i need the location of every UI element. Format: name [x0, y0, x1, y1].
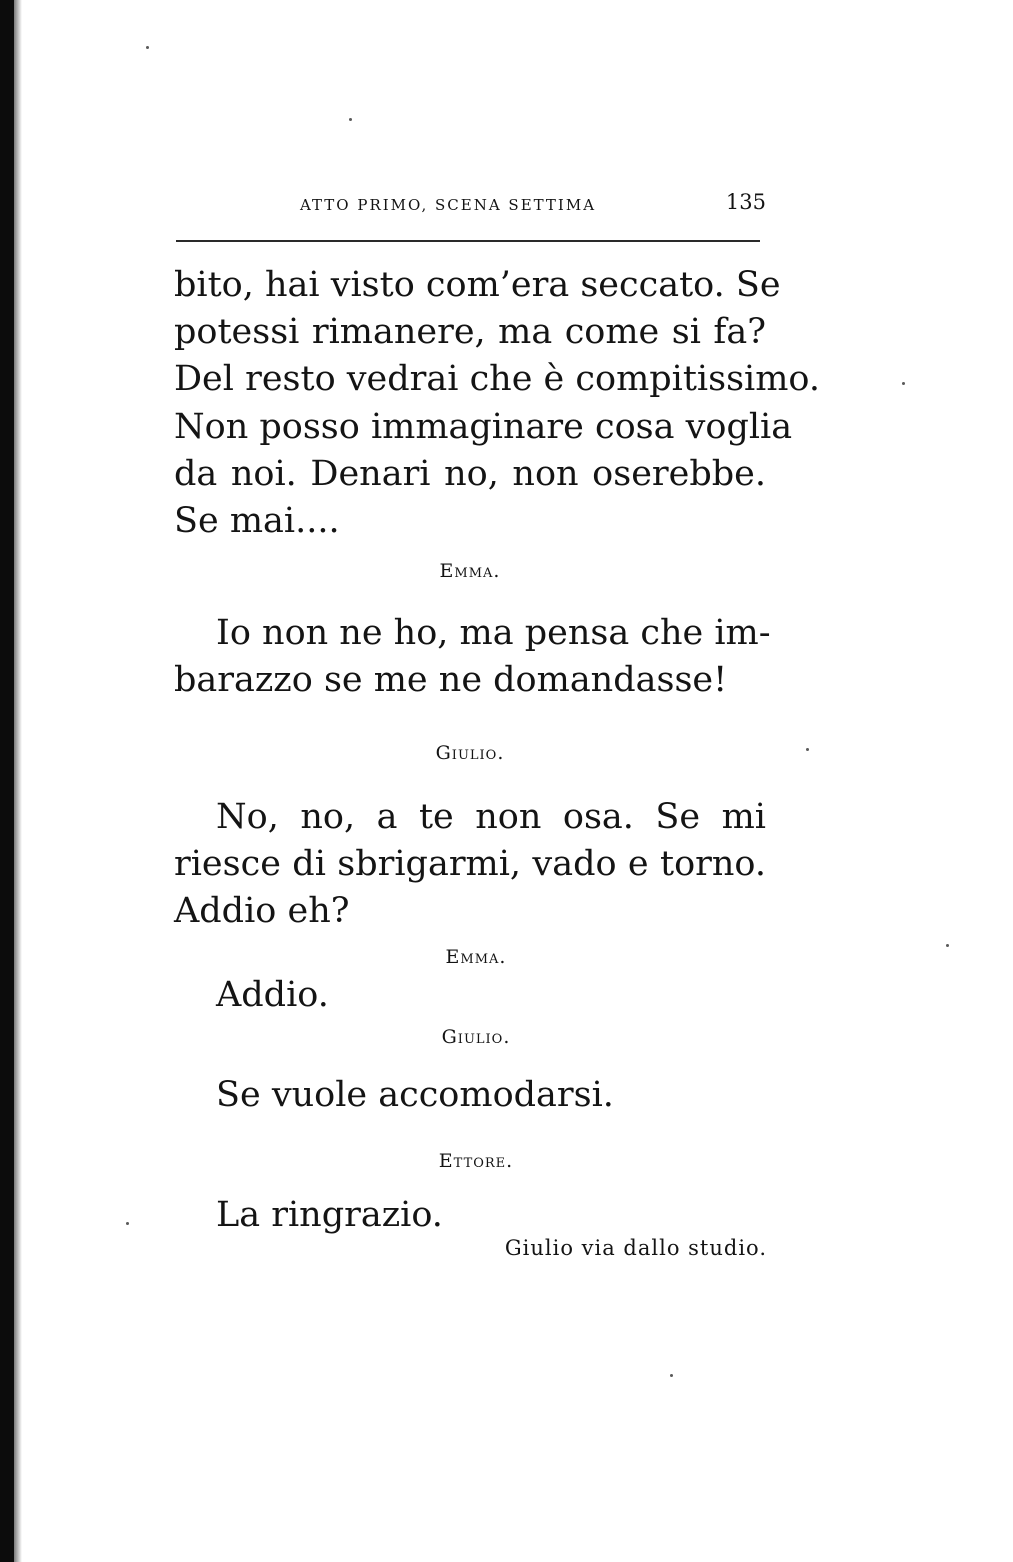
paper-speck	[126, 1222, 129, 1225]
paper-speck	[946, 944, 949, 947]
binding-shadow	[14, 0, 22, 1562]
text-line: Io non ne ho, ma pensa che im-	[216, 613, 771, 653]
paper-speck	[670, 1374, 673, 1377]
binding-edge	[0, 0, 14, 1562]
stage-direction: Giulio via dallo studio.	[504, 1236, 767, 1260]
paper-speck	[902, 382, 905, 385]
page-number: 135	[725, 190, 766, 214]
paper-speck	[146, 46, 149, 49]
text-line: barazzo se me ne domandasse!	[174, 660, 728, 700]
text-line: potessi rimanere, ma come si fa?	[174, 312, 766, 352]
running-title: ATTO PRIMO, SCENA SETTIMA	[300, 196, 597, 214]
speaker-name: Emma.	[445, 946, 507, 968]
speaker-name: Emma.	[439, 560, 501, 582]
text-line: da noi. Denari no, non oserebbe.	[174, 454, 766, 494]
text-line: La ringrazio.	[216, 1195, 443, 1235]
text-line: bito, hai visto com’era seccato. Se	[174, 265, 781, 305]
text-line: Se mai....	[174, 501, 340, 541]
speaker-name: Giulio.	[441, 1026, 511, 1048]
page-header	[174, 190, 766, 220]
text-line: Addio.	[216, 975, 329, 1015]
speaker-name: Giulio.	[435, 742, 505, 764]
text-line: Non posso immaginare cosa voglia	[174, 407, 793, 447]
paper-speck	[806, 748, 809, 751]
paper-speck	[349, 118, 352, 121]
text-line: No, no, a te non osa. Se mi	[216, 797, 766, 837]
text-line: Del resto vedrai che è compitissimo.	[174, 359, 820, 399]
header-rule	[176, 240, 760, 242]
text-line: Addio eh?	[174, 891, 350, 931]
speaker-name: Ettore.	[438, 1150, 514, 1172]
text-line: riesce di sbrigarmi, vado e torno.	[174, 844, 766, 884]
text-line: Se vuole accomodarsi.	[216, 1075, 614, 1115]
